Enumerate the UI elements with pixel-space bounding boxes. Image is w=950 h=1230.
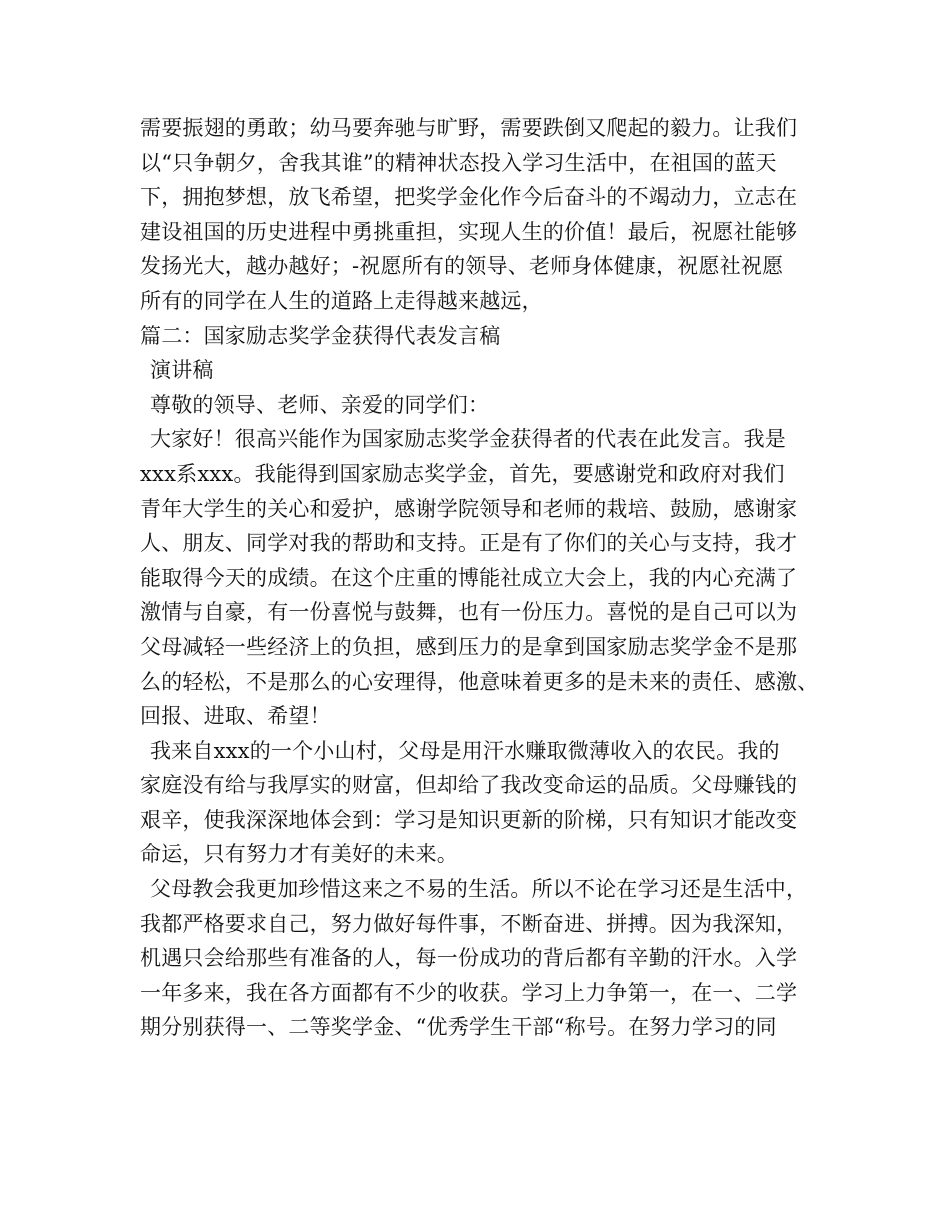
text-line: 命运，只有努力才有美好的未来。 [140, 842, 458, 867]
text-line: 家庭没有给与我厚实的财富，但却给了我改变命运的品质。父母赚钱的 [140, 773, 798, 798]
text-line: 大家好！很高兴能作为国家励志奖学金获得者的代表在此发言。我是 [150, 427, 786, 452]
text-line: 激情与自豪，有一份喜悦与鼓舞，也有一份压力。喜悦的是自己可以为 [140, 600, 798, 625]
speech-title: 演讲稿 [150, 358, 214, 383]
text-line: 父母减轻一些经济上的负担，感到压力的是拿到国家励志奖学金不是那 [140, 634, 798, 659]
text-line: 艰辛，使我深深地体会到：学习是知识更新的阶梯，只有知识才能改变 [140, 807, 798, 832]
salutation: 尊敬的领导、老师、亲爱的同学们： [150, 392, 490, 417]
text-line: 需要振翅的勇敢；幼马要奔驰与旷野，需要跌倒又爬起的毅力。让我们 [140, 116, 798, 140]
text-line: 下，拥抱梦想，放飞希望，把奖学金化作今后奋斗的不竭动力，立志在 [140, 185, 798, 210]
text-line: 我都严格要求自己，努力做好每件事，不断奋进、拼搏。因为我深知， [140, 911, 798, 936]
document-body [140, 111, 830, 1045]
text-line: 回报、进取、希望！ [140, 704, 331, 729]
text-line: 建设祖国的历史进程中勇挑重担，实现人生的价值！最后，祝愿社能够 [140, 219, 798, 244]
text-line: 么的轻松，不是那么的心安理得，他意味着更多的是未来的责任、感激、 [140, 669, 819, 694]
text-line: 以“只争朝夕，舍我其谁”的精神状态投入学习生活中，在祖国的蓝天 [140, 150, 777, 175]
text-line: 能取得今天的成绩。在这个庄重的博能社成立大会上，我的内心充满了 [140, 565, 798, 590]
text-line: 一年多来，我在各方面都有不少的收获。学习上力争第一，在一、二学 [140, 980, 798, 1005]
text-line: 机遇只会给那些有准备的人，每一份成功的背后都有辛勤的汗水。入学 [140, 946, 798, 971]
text-line: 发扬光大，越办越好；-祝愿所有的领导、老师身体健康，祝愿社祝愿 [140, 254, 784, 279]
text-line: xxx系xxx。我能得到国家励志奖学金，首先，要感谢党和政府对我们 [140, 461, 785, 486]
text-line: 父母教会我更加珍惜这来之不易的生活。所以不论在学习还是生活中， [150, 877, 808, 902]
text-line: 人、朋友、同学对我的帮助和支持。正是有了你们的关心与支持，我才 [140, 531, 798, 556]
section-heading: 篇二：国家励志奖学金获得代表发言稿 [140, 323, 501, 348]
text-line: 我来自xxx的一个小山村，父母是用汗水赚取微薄收入的农民。我的 [150, 738, 780, 763]
text-line: 青年大学生的关心和爱护，感谢学院领导和老师的栽培、鼓励，感谢家 [140, 496, 798, 521]
text-line: 期分别获得一、二等奖学金、“优秀学生干部“称号。在努力学习的同 [140, 1015, 777, 1040]
text-line: 所有的同学在人生的道路上走得越来越远， [140, 288, 543, 313]
